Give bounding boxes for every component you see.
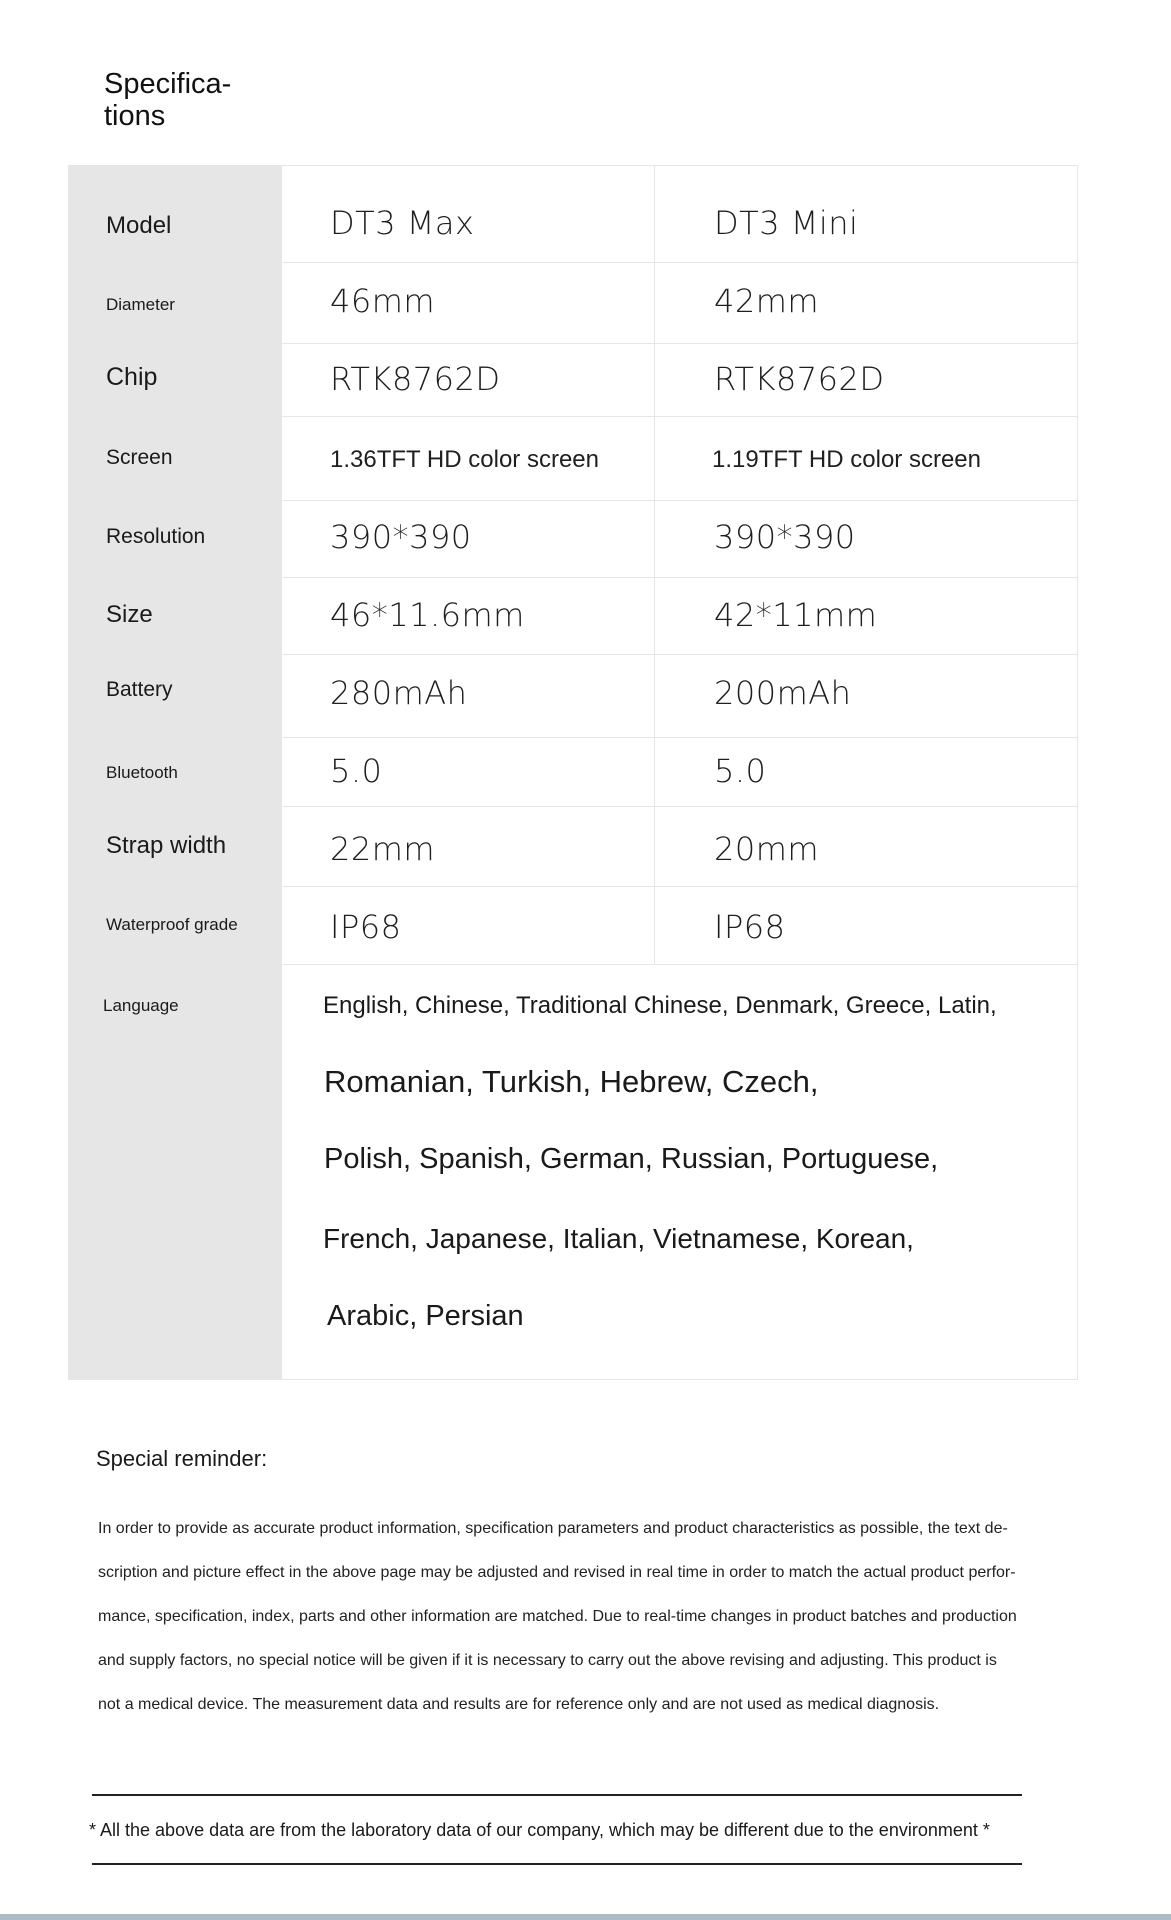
page-title-line-2: tions [104, 100, 166, 132]
spec-value-battery-mini: 200mAh [714, 674, 852, 712]
row-divider [282, 964, 1077, 965]
row-divider [282, 577, 1077, 578]
spec-label-diameter: Diameter [106, 295, 175, 314]
language-line: English, Chinese, Traditional Chinese, Denmark, Greece, Latin, [323, 992, 997, 1019]
spec-label-battery: Battery [106, 678, 173, 701]
spec-label-waterproof-grade: Waterproof grade [106, 915, 238, 934]
spec-label-bluetooth: Bluetooth [106, 763, 178, 782]
spec-label-strap-width: Strap width [106, 832, 227, 859]
spec-value-waterproof-mini: IP68 [714, 908, 786, 946]
row-divider [282, 886, 1077, 887]
reminder-line: scription and picture effect in the above page may be adjusted and revised in real time in order to match the actual product perfor- [98, 1564, 1016, 1581]
spec-label-chip: Chip [106, 363, 158, 391]
spec-label-size: Size [106, 601, 153, 628]
spec-value-battery-max: 280mAh [330, 674, 468, 712]
reminder-line: not a medical device. The measurement data and results are for reference only and are not used as medical diagnosis. [98, 1696, 940, 1713]
row-divider [282, 416, 1077, 417]
reminder-title: Special reminder: [96, 1446, 268, 1471]
row-divider [282, 806, 1077, 807]
spec-value-screen-mini: 1.19TFT HD color screen [712, 446, 981, 473]
row-divider [282, 500, 1077, 501]
spec-value-model-mini: DT3 Mini [714, 204, 859, 242]
column-divider [654, 166, 655, 964]
language-line: Arabic, Persian [327, 1300, 524, 1332]
row-divider [282, 654, 1077, 655]
spec-value-size-mini: 42*11mm [714, 596, 878, 634]
spec-value-chip-max: RTK8762D [330, 360, 501, 398]
spec-label-screen: Screen [106, 446, 173, 469]
spec-value-resolution-max: 390*390 [330, 518, 472, 556]
spec-label-resolution: Resolution [106, 525, 206, 548]
spec-value-strap-width-mini: 20mm [714, 830, 820, 868]
page-title-line-1: Specifica- [104, 68, 232, 100]
spec-label-model: Model [106, 212, 172, 239]
bottom-band [0, 1914, 1171, 1920]
reminder-line: mance, specification, index, parts and other information are matched. Due to real-time changes in product batches and production [98, 1608, 1017, 1625]
spec-value-resolution-mini: 390*390 [714, 518, 856, 556]
row-divider [282, 737, 1077, 738]
spec-value-screen-max: 1.36TFT HD color screen [330, 446, 599, 473]
bottom-rule [92, 1863, 1022, 1865]
language-line: Romanian, Turkish, Hebrew, Czech, [324, 1064, 819, 1099]
spec-table [68, 165, 1078, 1380]
spec-value-bluetooth-mini: 5.0 [714, 752, 767, 790]
footnote: * All the above data are from the laboratory data of our company, which may be different due to the environment * [89, 1820, 990, 1840]
spec-value-diameter-max: 46mm [330, 282, 436, 320]
spec-value-size-max: 46*11.6mm [330, 596, 525, 634]
spec-value-strap-width-max: 22mm [330, 830, 436, 868]
spec-value-bluetooth-max: 5.0 [330, 752, 383, 790]
row-divider [282, 262, 1077, 263]
language-line: French, Japanese, Italian, Vietnamese, Korean, [323, 1223, 914, 1254]
spec-value-diameter-mini: 42mm [714, 282, 820, 320]
language-line: Polish, Spanish, German, Russian, Portuguese, [324, 1143, 939, 1175]
reminder-line: In order to provide as accurate product information, specification parameters and product characteristics as possible, the text de- [98, 1520, 1008, 1537]
spec-value-chip-mini: RTK8762D [714, 360, 885, 398]
page-title [104, 68, 254, 132]
row-divider [282, 343, 1077, 344]
reminder-line: and supply factors, no special notice will be given if it is necessary to carry out the above revising and adjusting. This product is [98, 1652, 997, 1669]
top-rule [92, 1794, 1022, 1796]
spec-value-model-max: DT3 Max [330, 204, 475, 242]
spec-label-language: Language [103, 996, 179, 1015]
spec-value-waterproof-max: IP68 [330, 908, 402, 946]
